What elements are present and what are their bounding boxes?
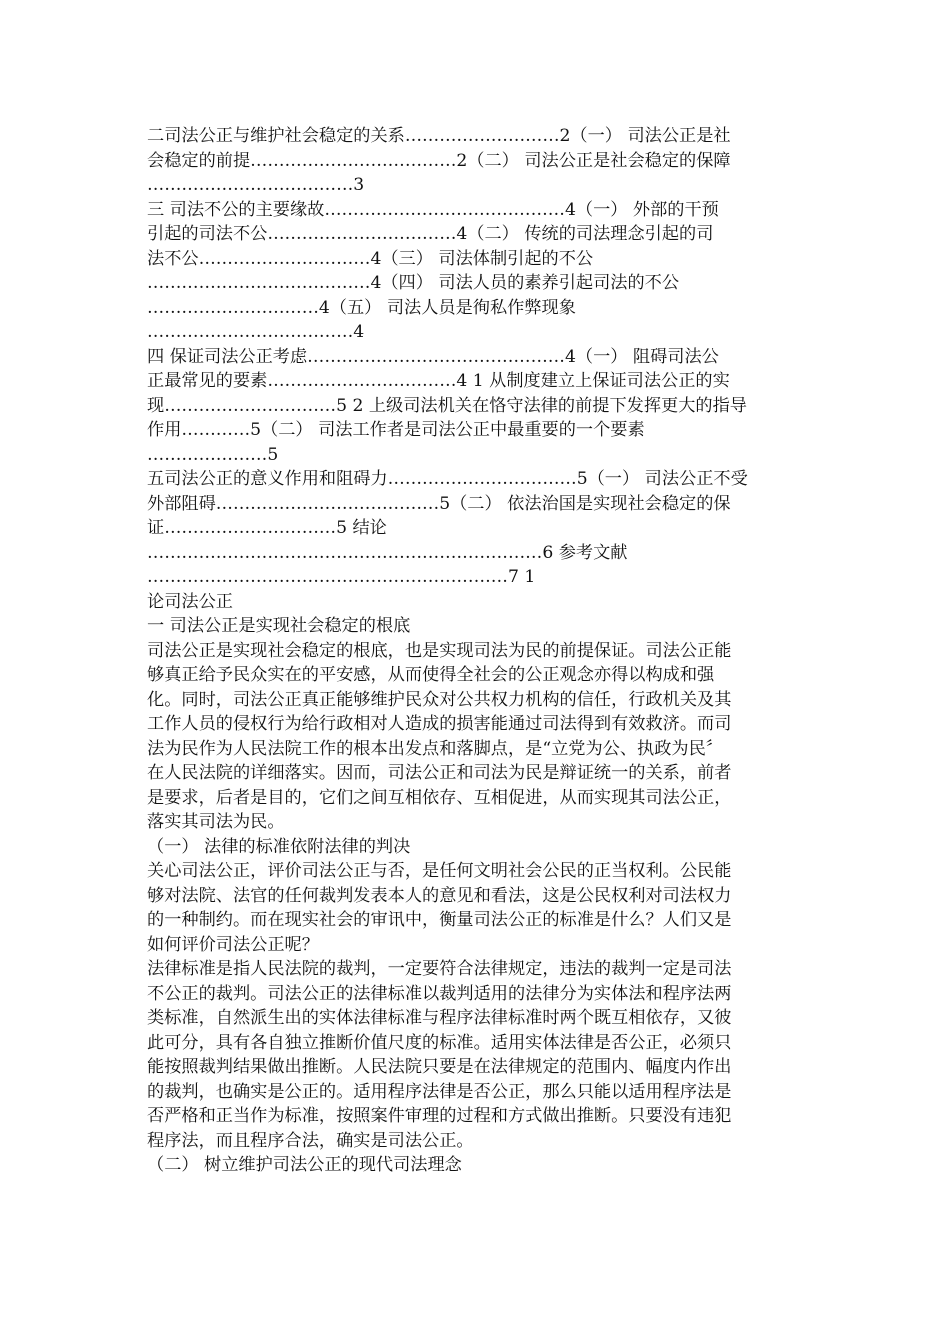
toc-line: 三 司法不公的主要缘故……………………………………4（一） 外部的干预 — [147, 199, 719, 220]
paragraph-line: 工作人员的侵权行为给行政相对人造成的损害能通过司法得到有效救济。而司 — [147, 714, 732, 734]
paragraph-line: 类标准，自然派生出的实体法律标准与程序法律标准时两个既互相依存，又彼 — [147, 1008, 732, 1028]
toc-line: 证…………………………5 结论 — [147, 518, 387, 538]
paragraph-line: 落实其司法为民。 — [147, 812, 285, 832]
toc-line: 会稳定的前提………………………………2（二） 司法公正是社会稳定的保障 — [147, 150, 731, 171]
toc-line: ………………………………4 — [147, 322, 365, 342]
paragraph-line: 能按照裁判结果做出推断。人民法院只要是在法律规定的范围内、幅度内作出 — [147, 1057, 732, 1077]
document-body — [147, 124, 807, 1178]
toc-line: …………………………4（五） 司法人员是徇私作弊现象 — [147, 297, 576, 318]
toc-line: 二司法公正与维护社会稳定的关系………………………2（一） 司法公正是社 — [147, 126, 731, 146]
paragraph-line: 不公正的裁判。司法公正的法律标准以裁判适用的法律分为实体法和程序法两 — [147, 983, 732, 1004]
paragraph-line: 的裁判，也确实是公正的。适用程序法律是否公正，那么只能以适用程序法是 — [147, 1081, 732, 1102]
paragraph-line: 法为民作为人民法院工作的根本出发点和落脚点，是“立党为公、执政为民〞 — [147, 738, 723, 759]
paragraph-line: 是要求，后者是目的，它们之间互相依存、互相促进，从而实现其司法公正， — [147, 787, 732, 808]
toc-line: 五司法公正的意义作用和阻碍力……………………………5（一） 司法公正不受 — [147, 469, 748, 489]
toc-line: 外部阻碍…………………………………5（二） 依法治国是实现社会稳定的保 — [147, 493, 731, 514]
paragraph-line: 法律标准是指人民法院的裁判，一定要符合法律规定，违法的裁判一定是司法 — [147, 959, 732, 979]
subsection-heading: （二） 树立维护司法公正的现代司法理念 — [147, 1155, 462, 1175]
section-heading: 一 司法公正是实现社会稳定的根底 — [147, 616, 411, 636]
document-title: 论司法公正 — [147, 591, 233, 612]
paragraph-line: 否严格和正当作为标准，按照案件审理的过程和方式做出推断。只要没有违犯 — [147, 1106, 732, 1126]
toc-line: …………………5 — [147, 444, 279, 465]
toc-line: 法不公…………………………4（三） 司法体制引起的不公 — [147, 248, 594, 269]
paragraph-line: 如何评价司法公正呢？ — [147, 934, 319, 955]
toc-line: 现…………………………5 2 上级司法机关在恪守法律的前提下发挥更大的指导 — [147, 395, 747, 416]
paragraph-line: 够真正给予民众实在的平安感，从而使得全社会的公正观念亦得以构成和强 — [147, 665, 715, 685]
toc-line: ………………………………………………………7 1 — [147, 567, 536, 587]
paragraph-line: 程序法，而且程序合法，确实是司法公正。 — [147, 1130, 474, 1151]
paragraph-line: 此可分，具有各自独立推断价值尺度的标准。适用实体法律是否公正，必须只 — [147, 1032, 732, 1053]
subsection-heading: （一） 法律的标准依附法律的判决 — [147, 836, 411, 857]
toc-line: ……………………………………………………………6 参考文献 — [147, 542, 628, 563]
toc-line: 引起的司法不公……………………………4（二） 传统的司法理念引起的司 — [147, 224, 714, 244]
paragraph-line: 关心司法公正，评价司法公正与否，是任何文明社会公民的正当权利。公民能 — [147, 861, 732, 881]
toc-line: 正最常见的要素……………………………4 1 从制度建立上保证司法公正的实 — [147, 371, 730, 391]
toc-line: 作用…………5（二） 司法工作者是司法公正中最重要的一个要素 — [147, 420, 645, 440]
paragraph-line: 的一种制约。而在现实社会的审讯中，衡量司法公正的标准是什么？人们又是 — [147, 910, 732, 930]
paragraph-line: 在人民法院的详细落实。因而，司法公正和司法为民是辩证统一的关系，前者 — [147, 763, 732, 783]
paragraph-line: 够对法院、法官的任何裁判发表本人的意见和看法，这是公民权利对司法权力 — [147, 885, 732, 906]
toc-line: …………………………………4（四） 司法人员的素养引起司法的不公 — [147, 273, 680, 293]
paragraph-line: 化。同时，司法公正真正能够维护民众对公共权力机构的信任，行政机关及其 — [147, 689, 732, 710]
toc-line: 四 保证司法公正考虑………………………………………4（一） 阻碍司法公 — [147, 346, 719, 367]
toc-line: ………………………………3 — [147, 175, 365, 195]
paragraph-line: 司法公正是实现社会稳定的根底，也是实现司法为民的前提保证。司法公正能 — [147, 640, 732, 661]
